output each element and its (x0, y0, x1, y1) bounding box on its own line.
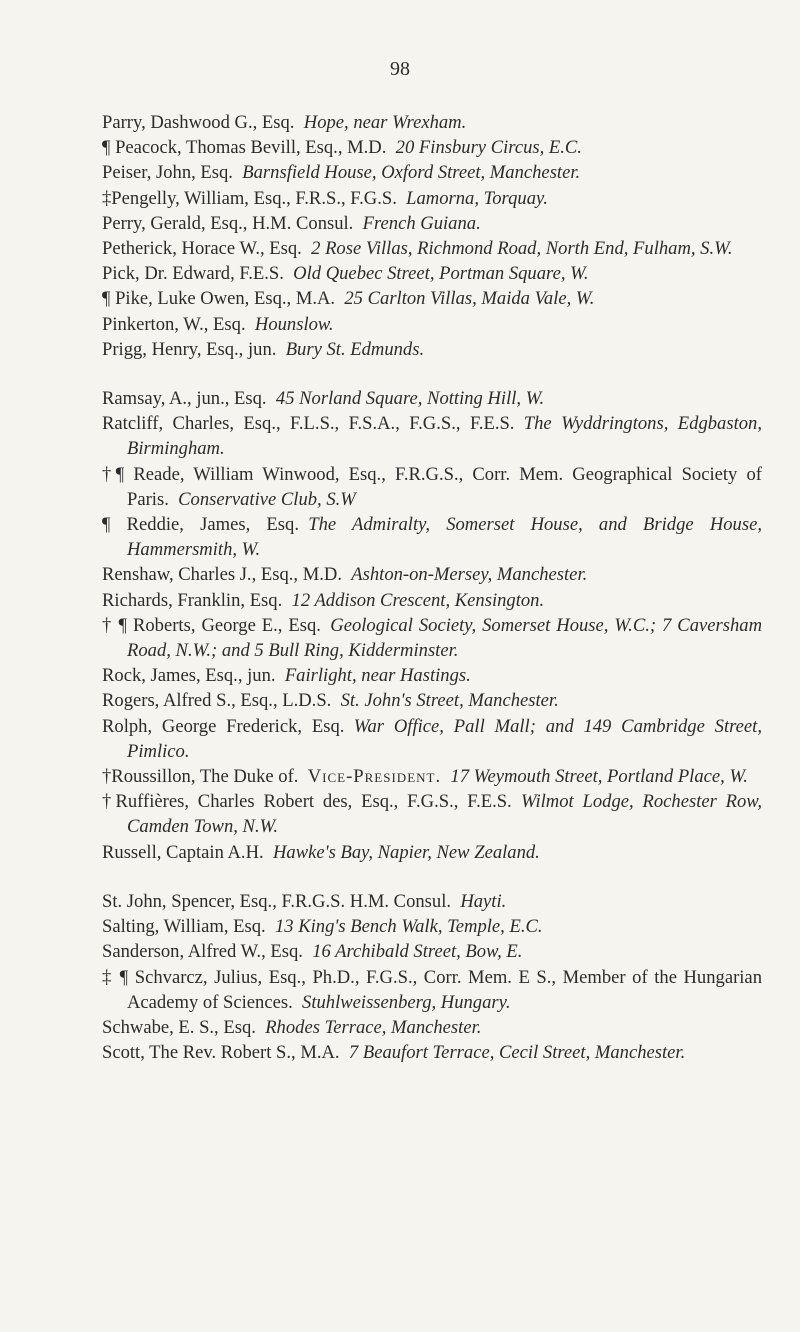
member-name: Ramsay, A., jun., Esq. (102, 388, 267, 410)
member-address: Lamorna, Torquay. (406, 187, 548, 209)
member-name: Russell, Captain A.H. (102, 841, 264, 863)
member-name: Prigg, Henry, Esq., jun. (102, 338, 277, 360)
member-address: 12 Addison Crescent, Kensington. (291, 589, 545, 611)
member-name: ‡Pengelly, William, Esq., F.R.S., F.G.S. (102, 187, 397, 209)
member-entry (102, 965, 762, 1015)
member-list (102, 110, 762, 1065)
member-address: Rhodes Terrace, Manchester. (265, 1016, 482, 1038)
member-role: Vice-President. (307, 766, 442, 788)
member-address: Hayti. (460, 890, 507, 912)
member-entry (102, 914, 762, 939)
member-entry (102, 186, 762, 211)
member-entry (102, 789, 762, 839)
member-entry (102, 764, 762, 789)
member-address: 25 Carlton Villas, Maida Vale, W. (344, 288, 595, 310)
member-entry (102, 160, 762, 185)
member-name: ¶ Reddie, James, Esq. (102, 514, 299, 536)
member-name: Richards, Franklin, Esq. (102, 589, 283, 611)
member-name: Rolph, George Frederick, Esq. (102, 715, 345, 737)
member-entry (102, 588, 762, 613)
member-entry (102, 211, 762, 236)
member-entry (102, 236, 762, 261)
member-entry (102, 337, 762, 362)
member-name: Renshaw, Charles J., Esq., M.D. (102, 564, 342, 586)
member-name: Rogers, Alfred S., Esq., L.D.S. (102, 690, 332, 712)
member-address: 16 Archibald Street, Bow, E. (312, 941, 523, 963)
member-address: The Wyddringtons, Edgbaston, Birmingham. (127, 413, 762, 460)
group-separator (102, 362, 762, 386)
member-name: Rock, James, Esq., jun. (102, 665, 276, 687)
member-entry (102, 613, 762, 663)
member-address: 7 Beaufort Terrace, Cecil Street, Manchester. (348, 1042, 686, 1064)
member-name: Pinkerton, W., Esq. (102, 313, 246, 335)
member-entry (102, 1015, 762, 1040)
member-name: ‡ ¶ Schvarcz, Julius, Esq., Ph.D., F.G.S., Corr. Mem. E S., Member of the Hungarian Academy of Sciences. (102, 966, 762, 1013)
member-name: Pick, Dr. Edward, F.E.S. (102, 263, 284, 285)
group-separator (102, 865, 762, 889)
member-address: Hounslow. (254, 313, 334, 335)
member-address: Barnsfield House, Oxford Street, Manchester. (242, 162, 581, 184)
member-entry (102, 386, 762, 411)
member-address: Hawke's Bay, Napier, New Zealand. (272, 841, 540, 863)
member-name: ¶ Pike, Luke Owen, Esq., M.A. (102, 288, 336, 310)
member-name: Petherick, Horace W., Esq. (102, 238, 302, 260)
member-address: Wilmot Lodge, Rochester Row, Camden Town, N.W. (127, 791, 763, 838)
member-name: Sanderson, Alfred W., Esq. (102, 941, 303, 963)
member-entry (102, 512, 762, 562)
member-name: † ¶ Roberts, George E., Esq. (102, 614, 321, 636)
member-entry (102, 688, 762, 713)
member-address: Conservative Club, S.W (178, 488, 356, 510)
member-name: Ratcliff, Charles, Esq., F.L.S., F.S.A., F.G.S., F.E.S. (102, 413, 515, 435)
member-entry (102, 411, 762, 461)
member-address: Stuhlweissenberg, Hungary. (302, 991, 511, 1013)
member-address: St. John's Street, Manchester. (340, 690, 559, 712)
member-entry (102, 889, 762, 914)
member-address: Old Quebec Street, Portman Square, W. (293, 263, 589, 285)
member-name: ¶ Peacock, Thomas Bevill, Esq., M.D. (102, 137, 387, 159)
member-name: Perry, Gerald, Esq., H.M. Consul. (102, 212, 354, 234)
member-entry (102, 840, 762, 865)
member-entry (102, 663, 762, 688)
member-address: Geological Society, Somerset House, W.C.; 7 Caversham Road, N.W.; and 5 Bull Ring, Kidderminster. (127, 614, 762, 662)
member-entry (102, 312, 762, 337)
member-name: †Ruffières, Charles Robert des, Esq., F.G.S., F.E.S. (102, 791, 512, 813)
member-address: The Admiralty, Somerset House, and Bridge House, Hammersmith, W. (127, 514, 762, 561)
member-name: †Roussillon, The Duke of. (102, 766, 299, 788)
member-entry (102, 135, 762, 160)
member-name: St. John, Spencer, Esq., F.R.G.S. H.M. Consul. (102, 890, 452, 912)
member-address: Fairlight, near Hastings. (284, 665, 471, 687)
member-entry (102, 462, 762, 512)
member-entry (102, 110, 762, 135)
member-name: Peiser, John, Esq. (102, 162, 233, 184)
member-name: Parry, Dashwood G., Esq. (102, 112, 295, 133)
member-address: 17 Weymouth Street, Portland Place, W. (450, 766, 748, 788)
member-address: 45 Norland Square, Notting Hill, W. (275, 388, 545, 410)
member-address: Hope, near Wrexham. (303, 112, 467, 133)
member-address: War Office, Pall Mall; and 149 Cambridge Street, Pimlico. (127, 715, 762, 762)
member-name: Schwabe, E. S., Esq. (102, 1016, 256, 1038)
member-entry (102, 562, 762, 587)
member-entry (102, 939, 762, 964)
member-entry (102, 261, 762, 286)
member-address: 13 King's Bench Walk, Temple, E.C. (274, 916, 543, 938)
member-entry (102, 1040, 762, 1065)
member-address: French Guiana. (362, 212, 481, 234)
member-name: Salting, William, Esq. (102, 916, 266, 938)
member-address: 20 Finsbury Circus, E.C. (395, 137, 582, 159)
member-entry (102, 714, 762, 764)
member-name: †¶ Reade, William Winwood, Esq., F.R.G.S., Corr. Mem. Geographical Society of Paris. (102, 463, 762, 510)
member-name: Scott, The Rev. Robert S., M.A. (102, 1042, 340, 1064)
page-number: 98 (390, 58, 410, 80)
member-address: 2 Rose Villas, Richmond Road, North End, Fulham, S.W. (311, 238, 733, 260)
member-address: Bury St. Edmunds. (285, 338, 425, 360)
member-entry (102, 286, 762, 311)
member-address: Ashton-on-Mersey, Manchester. (351, 564, 588, 586)
